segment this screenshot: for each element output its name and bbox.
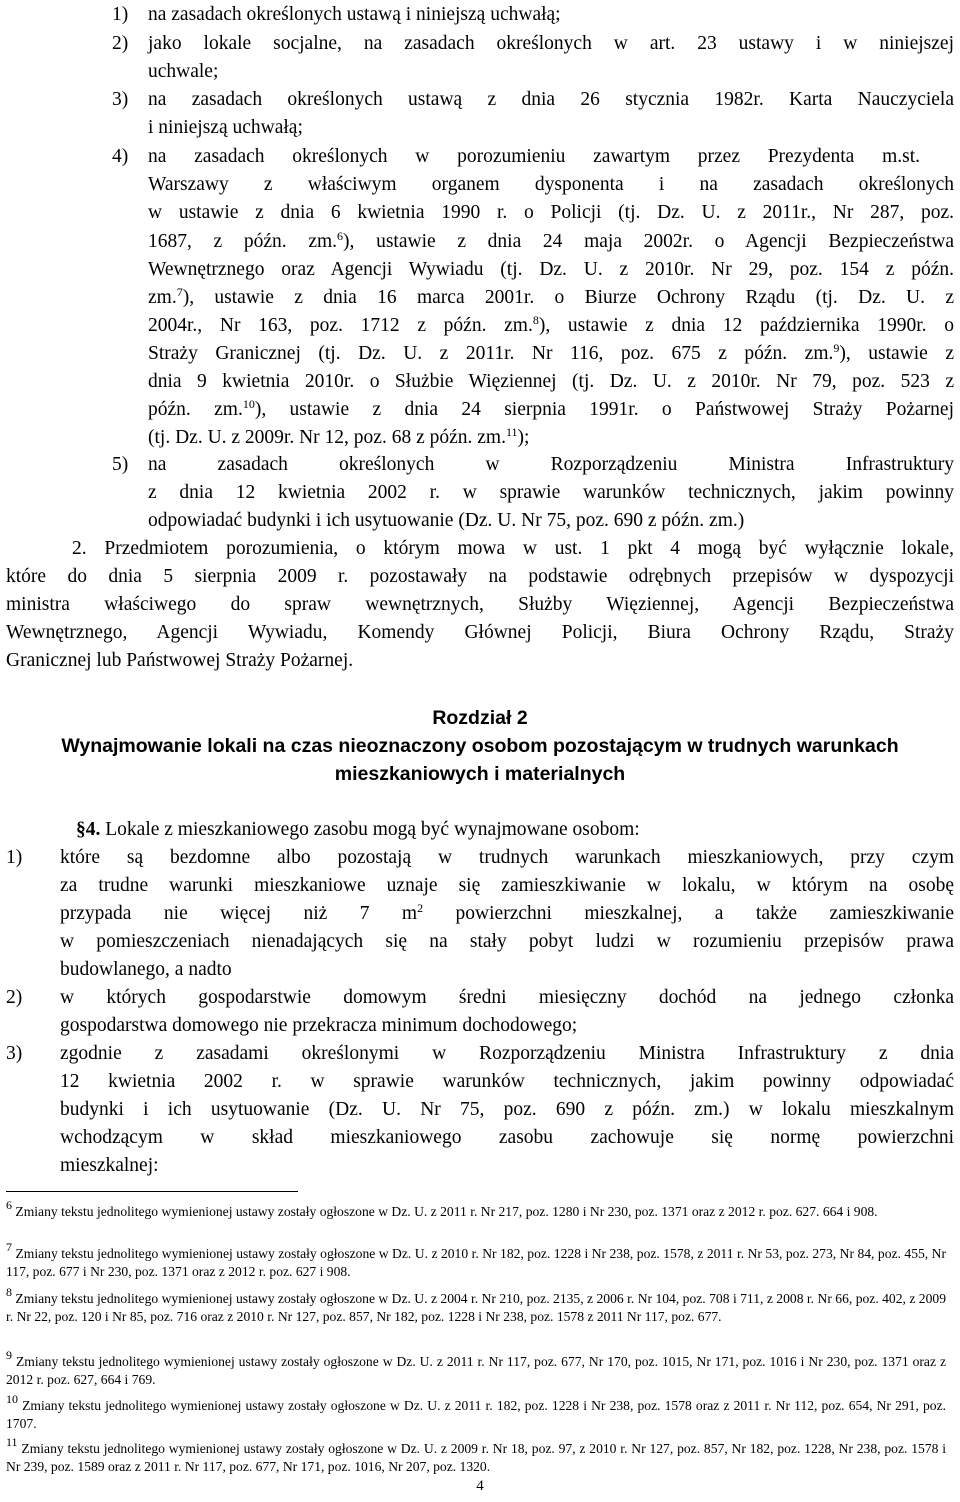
list-item-text: Wewnętrznego oraz Agencji Wywiadu (tj. Dz. U. z 2010r. Nr 29, poz. 154 z późn.: [148, 259, 954, 280]
footnote-ref: 7: [176, 285, 183, 299]
list-number: 4): [112, 146, 129, 167]
list-item-text: za trudne warunki mieszkaniowe uznaje się zamieszkiwanie w lokalu, w którym na osobę: [60, 875, 954, 896]
footnote: $^{10}$ Zmiany tekstu jednolitego wymienionej ustawy zostały ogłoszone w Dz. U. z 2011 r. 182, poz. 1228 i Nr 238, poz. 1578 oraz z 2011 r. Nr 112, poz. 654, Nr 291, poz. 1707.: [6, 1392, 946, 1431]
list-item-text: w których gospodarstwie domowym średni miesięczny dochód na jednego członka: [60, 987, 954, 1008]
list-item-text: Straży Granicznej (tj. Dz. U. z 2011r. Nr 116, poz. 675 z późn. zm.$^9$), ustawie z: [148, 341, 954, 364]
list-item-text: na zasadach określonych ustawą z dnia 26 stycznia 1982r. Karta Nauczyciela: [148, 89, 954, 110]
footnote: $^6$ Zmiany tekstu jednolitego wymienionej ustawy zostały ogłoszone w Dz. U. z 2011 r. Nr 217, poz. 1280 i Nr 230, poz. 1371 oraz z 2012 r. poz. 627. 664 i 908.: [6, 1198, 878, 1219]
list-item-text: w pomieszczeniach nienadających się na stały pobyt ludzi w rozumieniu przepisów prawa: [60, 931, 954, 952]
list-item-text: budowlanego, a nadto: [60, 959, 232, 980]
list-item-text: odpowiadać budynki i ich usytuowanie (Dz. U. Nr 75, poz. 690 z późn. zm.): [148, 510, 745, 531]
footnote-ref: 11: [505, 425, 518, 439]
footnote-ref: 8: [532, 313, 539, 327]
list-number: 2): [6, 987, 23, 1008]
list-item-text: na zasadach określonych w Rozporządzeniu Ministra Infrastruktury: [148, 454, 954, 475]
list-item-text: które są bezdomne albo pozostają w trudnych warunkach mieszkaniowych, przy czym: [60, 847, 954, 868]
list-number: 5): [112, 454, 129, 475]
list-item-text: 1687, z późn. zm.$^6$), ustawie z dnia 24 maja 2002r. o Agencji Bezpieczeństwa: [148, 229, 954, 252]
paragraph-line: ministra właściwego do spraw wewnętrznych, Służby Więziennej, Agencji Bezpieczeństwa: [6, 594, 954, 615]
list-number: 1): [6, 847, 23, 868]
list-item-text: zm.$^7$), ustawie z dnia 16 marca 2001r. o Biurze Ochrony Rządu (tj. Dz. U. z: [148, 285, 954, 308]
footnote: $^9$ Zmiany tekstu jednolitego wymienionej ustawy zostały ogłoszone w Dz. U. z 2011 r. Nr 117, poz. 677, Nr 170, poz. 1015, Nr 171, poz. 1016 i Nr 230, poz. 1371 oraz z 2012 r. poz. 627, 664 i 769.: [6, 1348, 946, 1387]
footnote-ref: 6: [337, 229, 344, 243]
paragraph-line: które do dnia 5 sierpnia 2009 r. pozostawały na podstawie odrębnych przepisów w dyspozycji: [6, 566, 954, 587]
list-number: 2): [112, 33, 129, 54]
section-heading: §4. Lokale z mieszkaniowego zasobu mogą być wynajmowane osobom:: [76, 819, 640, 840]
footnote-ref: 10: [242, 397, 255, 411]
list-item-text: budynki i ich usytuowanie (Dz. U. Nr 75, poz. 690 z późn. zm.) w lokalu mieszkalnym: [60, 1099, 954, 1120]
list-item-text: 2004r., Nr 163, poz. 1712 z późn. zm.$^8$), ustawie z dnia 12 października 1990r. o: [148, 313, 954, 336]
list-item-text: zgodnie z zasadami określonymi w Rozporządzeniu Ministra Infrastruktury z dnia: [60, 1043, 954, 1064]
list-item-text: z dnia 12 kwietnia 2002 r. w sprawie warunków technicznych, jakim powinny: [148, 482, 954, 503]
list-item-text: jako lokale socjalne, na zasadach określonych w art. 23 ustawy i w niniejszej: [148, 33, 954, 54]
list-item-text: przypada nie więcej niż 7 $m^2$ powierzchni mieszkalnej, a także zamieszkiwanie: [60, 901, 954, 924]
list-item-text: uchwale;: [148, 61, 219, 82]
footnote: $^8$ Zmiany tekstu jednolitego wymienionej ustawy zostały ogłoszone w Dz. U. z 2004 r. Nr 210, poz. 2135, z 2006 r. Nr 104, poz. 708 i 711, z 2008 r. Nr 66, poz. 402, z 2009 r. Nr 22, poz. 120 i Nr 85, poz. 716 oraz z 2010 r. Nr 127, poz. 857, Nr 182, poz. 1228 i Nr 238, poz. 1578 z 2011 Nr 117, poz. 677.: [6, 1285, 946, 1324]
paragraph-line: Granicznej lub Państwowej Straży Pożarnej.: [6, 650, 354, 671]
list-item-text: późn. zm.$^{10}$), ustawie z dnia 24 sierpnia 1991r. o Państwowej Straży Pożarnej: [148, 397, 954, 420]
chapter-subtitle: mieszkaniowych i materialnych: [334, 763, 626, 785]
footnote-ref: 9: [833, 341, 840, 355]
chapter-subtitle: Wynajmowanie lokali na czas nieoznaczony osobom pozostającym w trudnych warunkach: [61, 735, 899, 757]
page-number: 4: [476, 1478, 484, 1494]
list-item-text: (tj. Dz. U. z 2009r. Nr 12, poz. 68 z późn. zm.$^{11}$);: [148, 425, 530, 448]
list-item-text: i niniejszą uchwałą;: [148, 117, 303, 138]
list-number: 3): [112, 89, 129, 110]
list-item-text: dnia 9 kwietnia 2010r. o Służbie Więziennej (tj. Dz. U. z 2010r. Nr 79, poz. 523 z: [148, 371, 954, 392]
list-item-text: Warszawy z właściwym organem dysponenta i na zasadach określonych: [148, 174, 954, 195]
footnote: $^7$ Zmiany tekstu jednolitego wymienionej ustawy zostały ogłoszone w Dz. U. z 2010 r. Nr 182, poz. 1228 i Nr 238, poz. 1578, z 2011 r. Nr 53, poz. 273, Nr 84, poz. 455, Nr 117, poz. 677 i Nr 230, poz. 1371 oraz z 2012 r. poz. 627 i 908.: [6, 1240, 946, 1279]
list-item-text: w ustawie z dnia 6 kwietnia 1990 r. o Policji (tj. Dz. U. z 2011r., Nr 287, poz.: [148, 202, 954, 223]
list-number: 3): [6, 1043, 23, 1064]
list-item-text: wchodzącym w skład mieszkaniowego zasobu zachowuje się normę powierzchni: [60, 1127, 954, 1148]
paragraph-line: Wewnętrznego, Agencji Wywiadu, Komendy Głównej Policji, Biura Ochrony Rządu, Straży: [6, 622, 954, 643]
paragraph-line: 2. Przedmiotem porozumienia, o którym mowa w ust. 1 pkt 4 mogą być wyłącznie lokale,: [72, 538, 954, 559]
footnote: $^{11}$ Zmiany tekstu jednolitego wymienionej ustawy zostały ogłoszone w Dz. U. z 2009 r. Nr 18, poz. 97, z 2010 r. Nr 127, poz. 857, Nr 182, poz. 1228, Nr 238, poz. 1578 i Nr 239, poz. 1589 oraz z 2011 r. Nr 117, poz. 677, Nr 171, poz. 1016, Nr 207, poz. 1320.: [6, 1435, 946, 1474]
list-item-text: gospodarstwa domowego nie przekracza minimum dochodowego;: [60, 1015, 578, 1036]
list-item-text: 12 kwietnia 2002 r. w sprawie warunków technicznych, jakim powinny odpowiadać: [60, 1071, 954, 1092]
list-item-text: na zasadach określonych ustawą i niniejszą uchwałą;: [148, 4, 561, 25]
list-number: 1): [112, 4, 129, 25]
chapter-title: Rozdział 2: [432, 707, 528, 729]
list-item-text: mieszkalnej:: [60, 1155, 159, 1176]
footnote-separator: [6, 1191, 298, 1192]
list-item-text: na zasadach określonych w porozumieniu zawartym przez Prezydenta m.st.: [148, 146, 920, 167]
